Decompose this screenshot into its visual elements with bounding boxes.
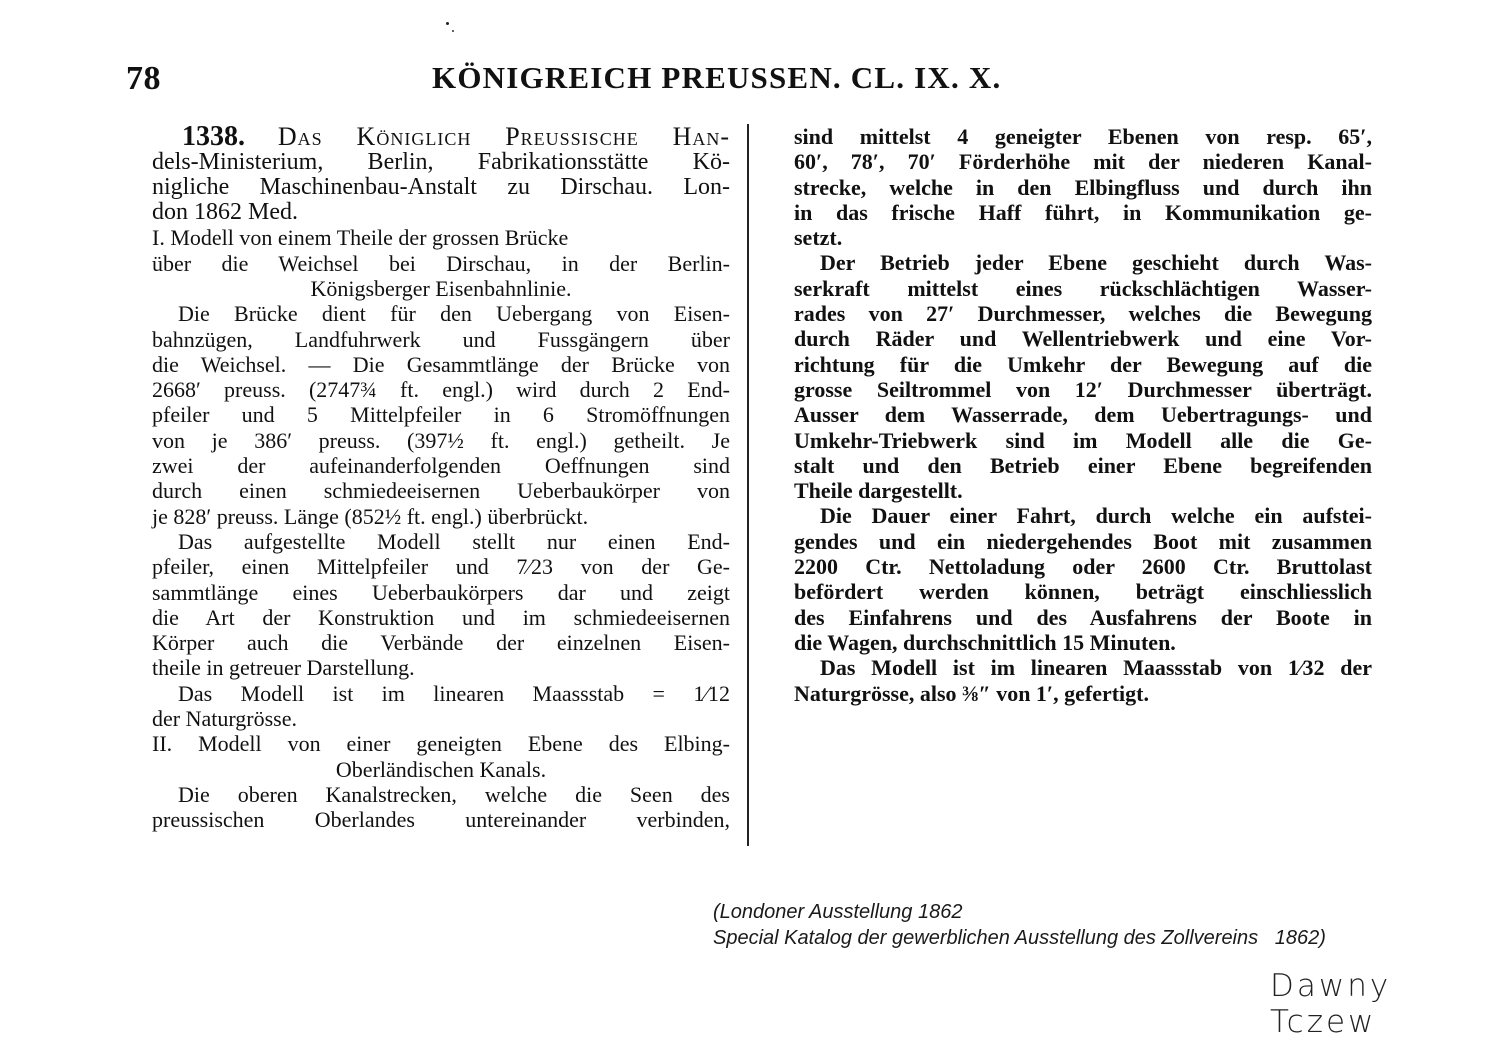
left-text-line: durch einen schmiedeeisernen Ueberbaukörper von	[152, 478, 730, 504]
left-text-line: Das Modell ist im linearen Maassstab = 1⁄12	[178, 680, 730, 706]
right-text-line: 60′, 78′, 70′ Förderhöhe mit der niederen Kanal-	[794, 149, 1372, 175]
right-text-line: Der Betrieb jeder Ebene geschieht durch Was-	[820, 250, 1372, 276]
entry-heading	[152, 121, 731, 152]
right-text-line: rades von 27′ Durchmesser, welches die Bewegung	[794, 301, 1372, 327]
page-number: 78	[126, 60, 161, 97]
left-text-line: der Naturgrösse.	[152, 706, 297, 732]
right-text-line: durch Räder und Wellentriebwerk und eine Vor-	[794, 326, 1372, 352]
right-text-line: grosse Seiltrommel von 12′ Durchmesser überträgt.	[794, 376, 1372, 402]
right-text-line: in das frische Haff führt, in Kommunikation ge-	[794, 199, 1372, 225]
right-text-line: stalt und den Betrieb einer Ebene begreifenden	[794, 452, 1372, 478]
left-text-line: pfeiler und 5 Mittelpfeiler in 6 Stromöffnungen	[152, 402, 730, 428]
entry-number: 1338.	[182, 121, 245, 152]
left-text-line: Die oberen Kanalstrecken, welche die Seen des	[178, 781, 730, 807]
left-text-line: von je 386′ preuss. (397½ ft. engl.) getheilt. Je	[152, 427, 730, 453]
left-text-line: dels-Ministerium, Berlin, Fabrikationsstätte Kö-	[152, 148, 730, 175]
left-text-line: Königsberger Eisenbahnlinie.	[310, 275, 572, 301]
watermark-brand: Dawny Tczew	[1270, 968, 1392, 1040]
print-speck	[446, 22, 449, 25]
left-text-line: bahnzügen, Landfuhrwerk und Fussgängern über	[152, 326, 730, 352]
right-text-line: strecke, welche in den Elbingfluss und durch ihn	[794, 174, 1372, 200]
right-text-line: Das Modell ist im linearen Maassstab von 1⁄32 der	[820, 655, 1372, 681]
print-speck	[452, 30, 454, 32]
left-text-line: Oberländischen Kanals.	[335, 756, 547, 782]
right-text-line: sind mittelst 4 geneigter Ebenen von resp. 65′,	[794, 124, 1372, 149]
right-text-line: Naturgrösse, also ⅜″ von 1′, gefertigt.	[794, 680, 1149, 706]
left-text-line: über die Weichsel bei Dirschau, in der Berlin-	[152, 250, 730, 276]
left-text-line: zwei der aufeinanderfolgenden Oeffnungen sind	[152, 453, 730, 479]
left-text-line: nigliche Maschinenbau-Anstalt zu Dirschau. Lon-	[152, 173, 730, 200]
right-column	[794, 124, 1372, 706]
right-text-line: befördert werden können, beträgt einschliesslich	[794, 579, 1372, 605]
left-text-line: sammtlänge eines Ueberbaukörpers dar und zeigt	[152, 579, 730, 605]
left-text-line: 2668′ preuss. (2747¾ ft. engl.) wird durch 2 End-	[152, 377, 730, 403]
caption-line-2: Special Katalog der gewerblichen Ausstellung des Zollvereins 1862)	[713, 927, 1326, 949]
right-text-line: 2200 Ctr. Nettoladung oder 2600 Ctr. Bruttolast	[794, 554, 1372, 580]
page-title: KÖNIGREICH PREUSSEN. CL. IX. X.	[432, 60, 1002, 95]
left-text-line: theile in getreuer Darstellung.	[152, 655, 415, 681]
right-text-line: serkraft mittelst eines rückschlächtigen Wasser-	[794, 275, 1372, 301]
right-text-line: die Wagen, durchschnittlich 15 Minuten.	[794, 629, 1176, 655]
left-text-line: preussischen Oberlandes untereinander verbinden,	[152, 807, 730, 833]
entry-exhibitor: Das Königlich Preussische Han-	[277, 122, 731, 151]
right-text-line: Die Dauer einer Fahrt, durch welche ein aufstei-	[820, 503, 1372, 529]
left-text-line: je 828′ preuss. Länge (852½ ft. engl.) überbrückt.	[152, 503, 589, 529]
left-text-line: Das aufgestellte Modell stellt nur einen End-	[178, 528, 730, 554]
source-caption	[713, 899, 1326, 951]
right-text-line: richtung für die Umkehr der Bewegung auf die	[794, 351, 1372, 377]
left-text-line: die Art der Konstruktion und im schmiedeeisernen	[152, 604, 730, 630]
left-column	[152, 121, 731, 833]
left-text-line: don 1862 Med.	[152, 199, 298, 226]
caption-line-1: (Londoner Ausstellung 1862	[713, 901, 963, 923]
left-text-line: pfeiler, einen Mittelpfeiler und 7⁄23 von der Ge-	[152, 554, 730, 580]
right-text-line: setzt.	[794, 225, 843, 251]
right-text-line: gendes und ein niedergehendes Boot mit zusammen	[794, 528, 1372, 554]
left-column-text	[152, 150, 730, 833]
left-text-line: II. Modell von einer geneigten Ebene des Elbing-	[152, 731, 730, 757]
right-text-line: Ausser dem Wasserrade, dem Uebertragungs- und	[794, 402, 1372, 428]
right-text-line: Theile dargestellt.	[794, 478, 963, 504]
right-text-line: Umkehr-Triebwerk sind im Modell alle die Ge-	[794, 427, 1372, 453]
left-text-line: I. Modell von einem Theile der grossen Brücke	[152, 225, 569, 251]
right-text-line: des Einfahrens und des Ausfahrens der Boote in	[794, 604, 1372, 630]
column-divider	[747, 124, 749, 846]
left-text-line: die Weichsel. — Die Gesammtlänge der Brücke von	[152, 351, 730, 377]
right-column-text	[794, 124, 1372, 706]
left-text-line: Die Brücke dient für den Uebergang von Eisen-	[178, 301, 730, 327]
left-text-line: Körper auch die Verbände der einzelnen Eisen-	[152, 630, 730, 656]
